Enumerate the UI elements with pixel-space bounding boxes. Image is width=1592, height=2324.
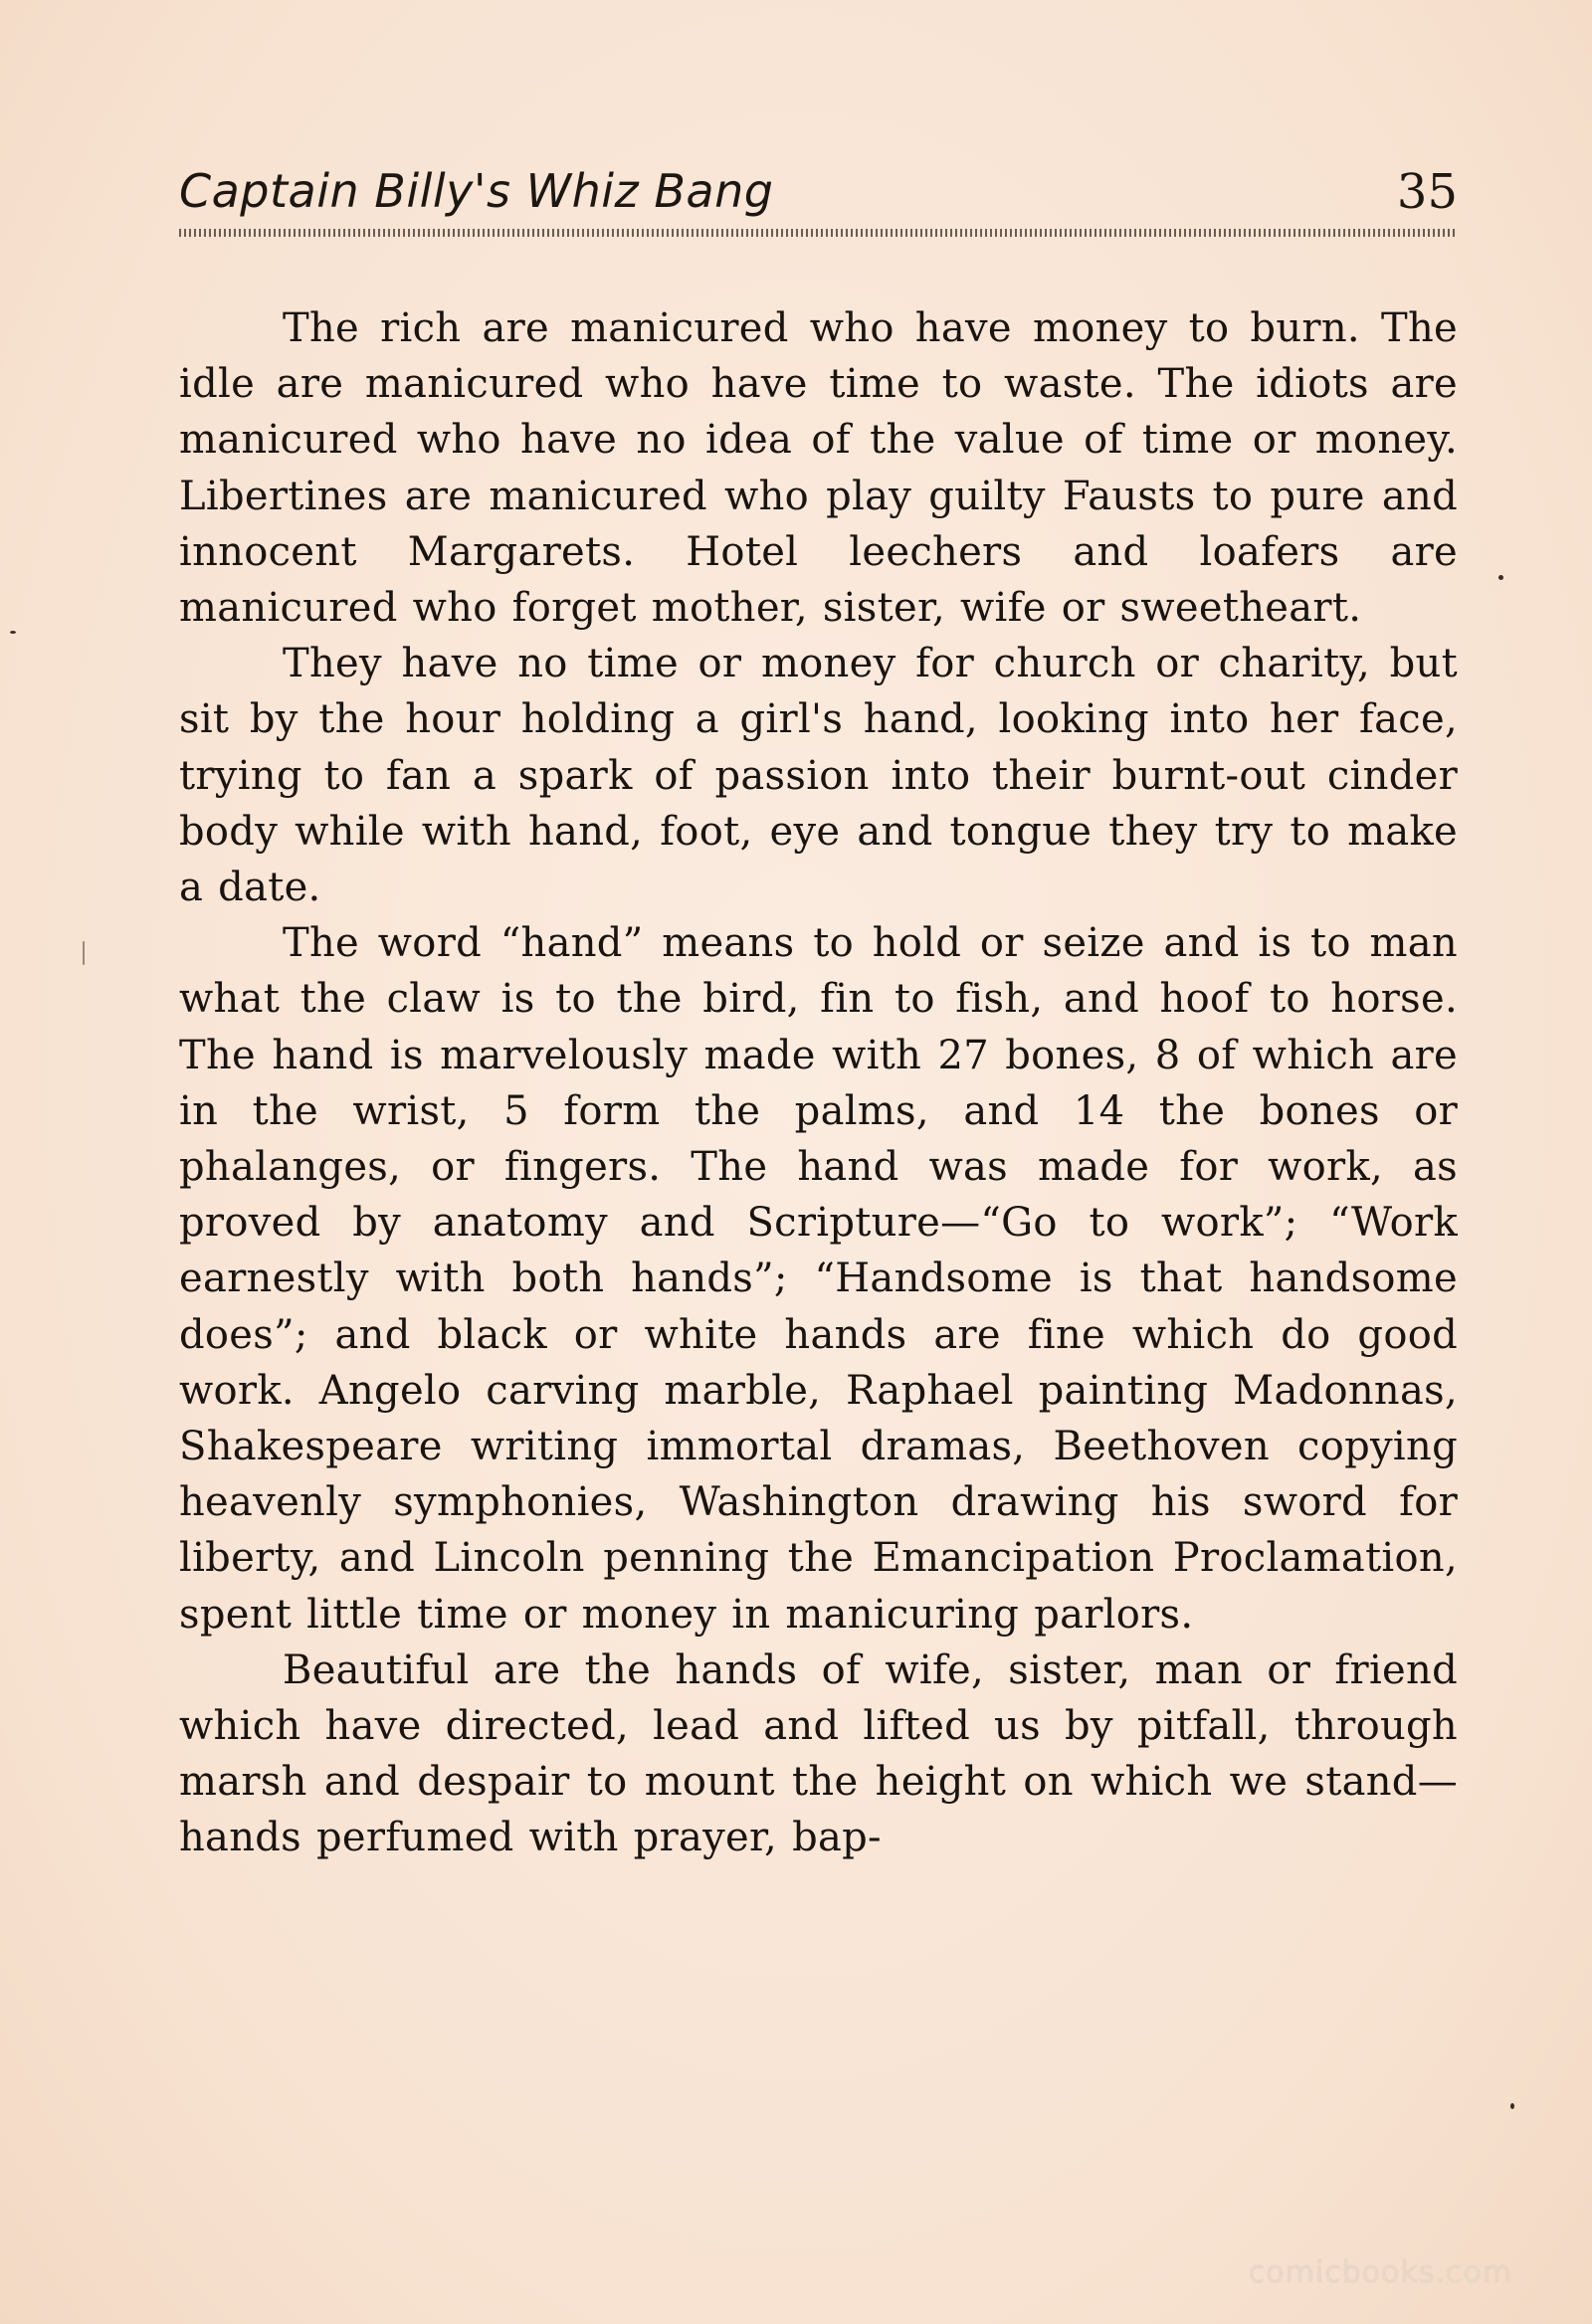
page-number: 35 [1396, 164, 1458, 220]
article-body [179, 300, 1458, 1866]
paper-speck [83, 941, 85, 965]
publication-title: Captain Billy's Whiz Bang [179, 164, 774, 218]
paragraph: Beautiful are the hands of wife, sister, man or friend which have directed, lead and lifted us by pitfall, through marsh and despair to mount the height on which we stand—hands perfumed with prayer, bap- [179, 1646, 1458, 1861]
running-header [179, 164, 1458, 224]
watermark: comicbooks.com [1248, 2255, 1512, 2290]
paragraph: The rich are manicured who have money to burn. The idle are manicured who have time to waste. The idiots are manicured who have no idea of the value of time or money. Libertines are manicured who play guilty Fausts to pure and innocent Margarets. Hotel leechers and loafers are manicured who forget mother, sister, wife or sweetheart. [179, 305, 1458, 632]
paper-speck [10, 631, 16, 634]
paragraph: They have no time or money for church or charity, but sit by the hour holding a girl's hand, looking into her face, trying to fan a spark of passion into their burnt-out cinder body while with hand, foot, eye and tongue they try to make a date. [179, 641, 1458, 911]
paper-speck [1510, 2103, 1514, 2109]
paragraph: The word “hand” means to hold or seize and is to man what the claw is to the bird, fin to fish, and hoof to horse. The hand is marvelously made with 27 bones, 8 of which are in the wrist, 5 form the palms, and 14 the bones or phalanges, or fingers. The hand was made for work, as proved by anatomy and Scripture—“Go to work”; “Work earnestly with both hands”; “Handsome is that handsome does”; and black or white hands are fine which do good work. Angelo carving marble, Raphael painting Madonnas, Shakespeare writing immortal dramas, Beethoven copying heavenly symphonies, Washington drawing his sword for liberty, and Lincoln penning the Emancipation Proclamation, spent little time or money in manicuring parlors. [179, 920, 1458, 1638]
header-divider [179, 229, 1458, 237]
paper-speck [1498, 575, 1503, 580]
